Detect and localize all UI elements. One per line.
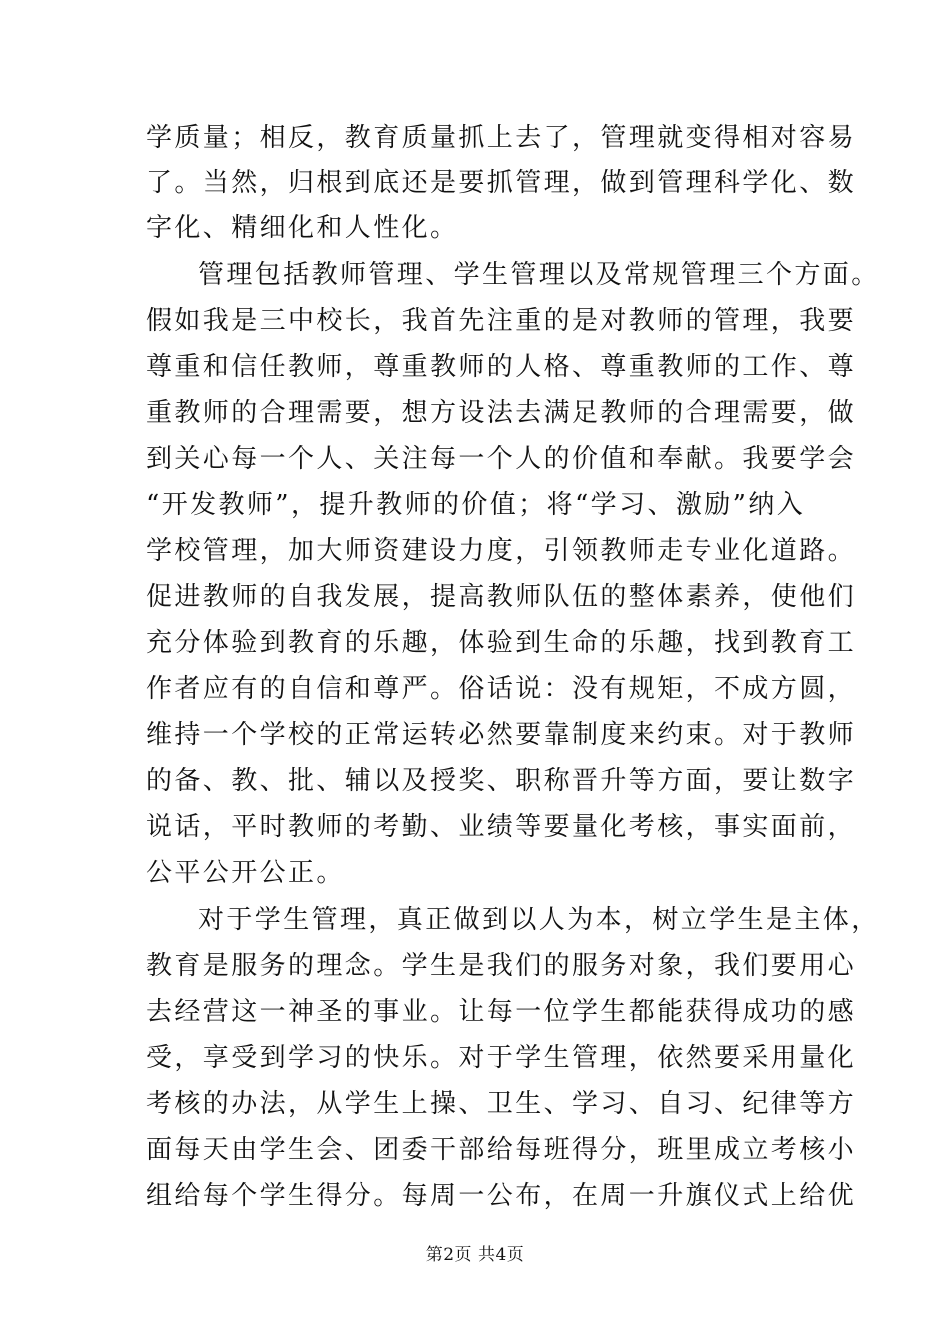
text-line: 到关心每一个人、关注每一个人的价值和奉献。我要学会 [146, 444, 857, 474]
text-line: 受，享受到学习的快乐。对于学生管理，依然要采用量化 [146, 1043, 857, 1073]
text-line: 去经营这一神圣的事业。让每一位学生都能获得成功的感 [146, 997, 857, 1027]
text-line: 字化、精细化和人性化。 [146, 213, 459, 243]
text-line: 学校管理，加大师资建设力度，引领教师走专业化道路。 [146, 536, 857, 566]
text-line: 假如我是三中校长，我首先注重的是对教师的管理，我要 [146, 306, 857, 336]
text-line: 说话，平时教师的考勤、业绩等要量化考核，事实面前， [146, 812, 857, 842]
text-line: 尊重和信任教师，尊重教师的人格、尊重教师的工作、尊 [146, 352, 857, 382]
paragraph-start-line: 对于学生管理，真正做到以人为本，树立学生是主体， [198, 905, 880, 935]
text-line: 公平公开公正。 [146, 858, 345, 888]
text-line: 了。当然，归根到底还是要抓管理，做到管理科学化、数 [146, 168, 857, 198]
paragraph-start-line: 管理包括教师管理、学生管理以及常规管理三个方面。 [198, 260, 880, 290]
text-line: 学质量；相反，教育质量抓上去了，管理就变得相对容易 [146, 123, 857, 153]
text-line: 组给每个学生得分。每周一公布，在周一升旗仪式上给优 [146, 1181, 857, 1211]
text-line: 充分体验到教育的乐趣，体验到生命的乐趣，找到教育工 [146, 628, 857, 658]
text-line: 重教师的合理需要，想方设法去满足教师的合理需要，做 [146, 398, 857, 428]
text-line: 促进教师的自我发展，提高教师队伍的整体素养，使他们 [146, 582, 857, 612]
text-line: 的备、教、批、辅以及授奖、职称晋升等方面，要让数字 [146, 766, 857, 796]
text-line: 作者应有的自信和尊严。俗话说：没有规矩，不成方圆， [146, 674, 857, 704]
page-number-footer: 第2页 共4页 [425, 1245, 525, 1265]
text-line: 面每天由学生会、团委干部给每班得分，班里成立考核小 [146, 1135, 857, 1165]
text-line: 教育是服务的理念。学生是我们的服务对象，我们要用心 [146, 951, 857, 981]
text-line: 考核的办法，从学生上操、卫生、学习、自习、纪律等方 [146, 1089, 857, 1119]
text-line: 维持一个学校的正常运转必然要靠制度来约束。对于教师 [146, 720, 857, 750]
text-line: “开发教师”，提升教师的价值；将“学习、激励”纳入 [146, 490, 806, 520]
